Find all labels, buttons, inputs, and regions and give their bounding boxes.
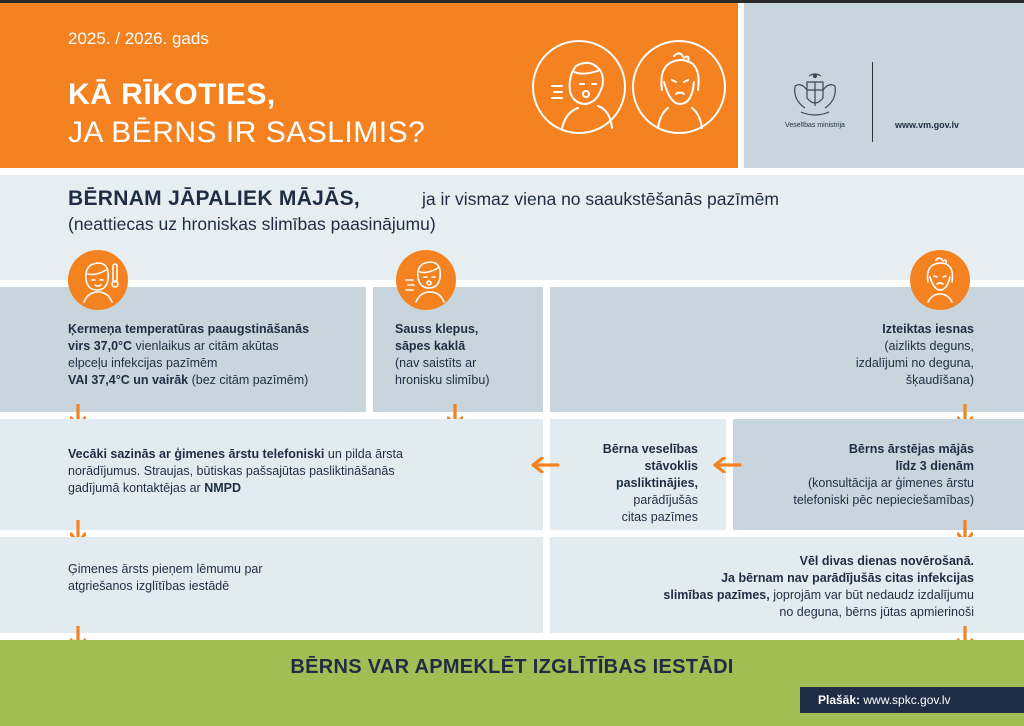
- page-title-line1: KĀ RĪKOTIES,: [68, 78, 276, 111]
- coughing-person-icon: [532, 40, 626, 134]
- ministry-coat-of-arms-icon: [787, 72, 843, 120]
- headline-note: (neattiecas uz hroniskas slimības paasinājumu): [68, 214, 436, 234]
- symptom-runny-nose-text: Izteiktas iesnas (aizlikts deguns, izdalījumi no deguna, šķaudīšana): [855, 322, 974, 387]
- step-doctor-decides-text: Ģimenes ārsts pieņem lēmumu par atgriešanos izglītības iestādē: [68, 562, 263, 593]
- ministry-link[interactable]: www.vm.gov.lv: [895, 120, 960, 130]
- arrow-left-icon: [530, 457, 560, 473]
- ministry-name: Veselības ministrija: [785, 122, 845, 129]
- headline-rest: ja ir vismaz viena no saaukstēšanās pazīmēm: [422, 189, 779, 209]
- page-title-line2: JA BĒRNS IR SASLIMIS?: [68, 116, 426, 149]
- cough-icon: [396, 250, 456, 310]
- result-banner: [0, 640, 1024, 726]
- arrow-left-icon: [712, 457, 742, 473]
- step-worsened-text: Bērna veselības stāvoklis pasliktinājies, parādījušās citas pazīmes: [602, 442, 698, 524]
- sneezing-child-icon: [910, 250, 970, 310]
- sad-child-icon: [632, 40, 726, 134]
- result-text: BĒRNS VAR APMEKLĒT IZGLĪTĪBAS IESTĀDI: [290, 656, 734, 678]
- more-info-url: www.spkc.gov.lv: [863, 693, 951, 707]
- ministry-panel: [744, 3, 1024, 168]
- symptom-cough-text: Sauss klepus, sāpes kaklā (nav saistīts ar hronisku slimību): [395, 322, 490, 387]
- step-contact-doctor-text: Vecāki sazinās ar ģimenes ārstu telefoniski un pilda ārsta norādījumus. Straujas, būtiskas pašsajūtas pasliktināšanās gadījumā kontaktējas ar NMPD: [68, 447, 403, 495]
- more-info-link[interactable]: [800, 687, 1024, 713]
- ministry-divider: [872, 62, 873, 142]
- step-observe-text: Vēl divas dienas novērošanā. Ja bērnam nav parādījušās citas infekcijas slimības pazīmes, joprojām var būt nedaudz izdalījumu no deguna, bērns jūtas apmierinoši: [663, 554, 974, 619]
- thermometer-person-icon: [68, 250, 128, 310]
- school-year: 2025. / 2026. gads: [68, 29, 209, 48]
- headline-bold: BĒRNAM JĀPALIEK MĀJĀS,: [68, 187, 361, 210]
- step-home-treatment-text: Bērns ārstējas mājās līdz 3 dienām (konsultācija ar ģimenes ārstu telefoniski pēc nepieciešamības): [793, 442, 974, 507]
- symptom-fever-text: Ķermeņa temperatūras paaugstināšanās virs 37,0°C vienlaikus ar citām akūtas elpceļu infekcijas pazīmēm VAI 37,4°C un vairāk (bez citām pazīmēm): [68, 322, 310, 387]
- more-info-label: Plašāk:: [818, 693, 861, 707]
